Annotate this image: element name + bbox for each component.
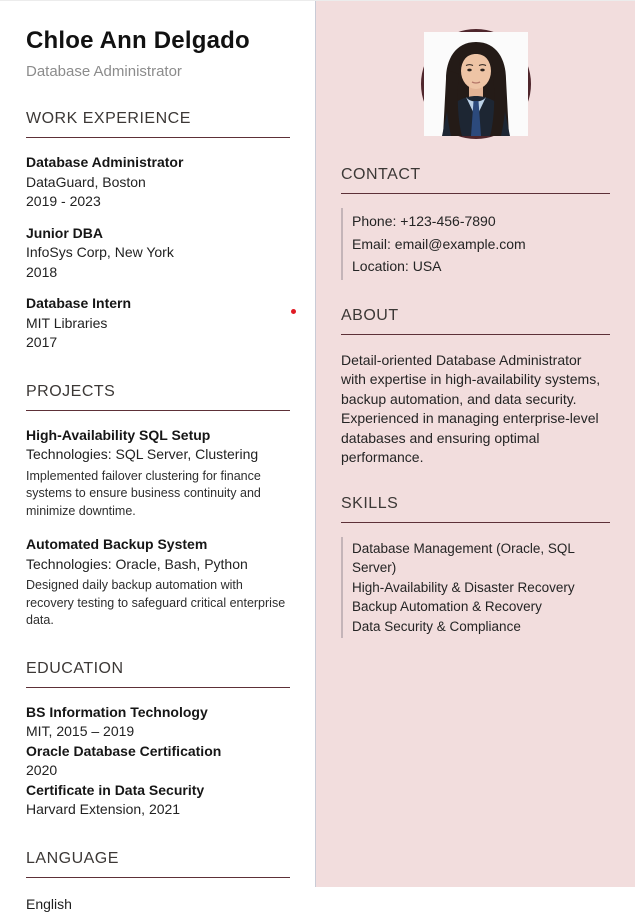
project-entry xyxy=(26,535,290,630)
education-heading: EDUCATION xyxy=(26,660,290,688)
about-heading: ABOUT xyxy=(341,307,610,335)
skills-heading: SKILLS xyxy=(341,495,610,523)
section-about xyxy=(341,307,610,468)
project-tech: Technologies: Oracle, Bash, Python xyxy=(26,555,290,575)
education-detail: Harvard Extension, 2021 xyxy=(26,800,290,820)
contact-location: Location: USA xyxy=(352,255,610,278)
projects-body xyxy=(26,426,290,630)
language-heading: LANGUAGE xyxy=(26,850,290,878)
contact-list xyxy=(341,208,610,280)
profile-photo xyxy=(421,29,531,139)
education-degree: BS Information Technology xyxy=(26,703,290,723)
section-projects xyxy=(26,383,290,630)
project-description: Designed daily backup automation with recovery testing to safeguard critical enterprise data. xyxy=(26,577,290,630)
skills-list xyxy=(341,537,610,639)
contact-heading: CONTACT xyxy=(341,166,610,194)
left-column xyxy=(0,1,316,887)
education-degree: Oracle Database Certification xyxy=(26,742,290,762)
person-job-title: Database Administrator xyxy=(26,63,290,80)
work-role: Database Intern xyxy=(26,294,290,314)
work-period: 2019 - 2023 xyxy=(26,192,290,212)
project-entry xyxy=(26,426,290,521)
work-role: Junior DBA xyxy=(26,224,290,244)
section-education xyxy=(26,660,290,820)
work-org: DataGuard, Boston xyxy=(26,173,290,193)
section-work-experience xyxy=(26,110,290,353)
project-name: Automated Backup System xyxy=(26,535,290,555)
contact-email: Email: email@example.com xyxy=(352,233,610,256)
skill-item: Data Security & Compliance xyxy=(352,617,610,637)
project-tech: Technologies: SQL Server, Clustering xyxy=(26,445,290,465)
work-period: 2018 xyxy=(26,263,290,283)
work-entry xyxy=(26,294,290,353)
education-detail: 2020 xyxy=(26,761,290,781)
language-item: English xyxy=(26,895,290,914)
work-experience-heading: WORK EXPERIENCE xyxy=(26,110,290,138)
about-text: Detail-oriented Database Administrator with expertise in high-availability systems, backup automation, and data security. Experienced in managing enterprise-level databases and ensuring optimal performance. xyxy=(341,351,610,468)
work-experience-body xyxy=(26,153,290,353)
contact-phone: Phone: +123-456-7890 xyxy=(352,210,610,233)
work-role: Database Administrator xyxy=(26,153,290,173)
section-contact xyxy=(341,166,610,280)
skill-item: High-Availability & Disaster Recovery xyxy=(352,578,610,598)
red-dot-marker xyxy=(291,309,296,314)
right-column xyxy=(316,1,635,887)
work-org: MIT Libraries xyxy=(26,314,290,334)
person-name: Chloe Ann Delgado xyxy=(26,27,290,55)
profile-photo-illustration xyxy=(424,32,528,136)
projects-heading: PROJECTS xyxy=(26,383,290,411)
project-description: Implemented failover clustering for finance systems to ensure business continuity and minimize downtime. xyxy=(26,468,290,521)
work-entry xyxy=(26,224,290,283)
skill-item: Database Management (Oracle, SQL Server) xyxy=(352,539,610,578)
section-skills xyxy=(341,495,610,639)
section-language xyxy=(26,850,290,914)
education-body xyxy=(26,703,290,820)
education-detail: MIT, 2015 – 2019 xyxy=(26,722,290,742)
work-entry xyxy=(26,153,290,212)
education-degree: Certificate in Data Security xyxy=(26,781,290,801)
project-name: High-Availability SQL Setup xyxy=(26,426,290,446)
skill-item: Backup Automation & Recovery xyxy=(352,597,610,617)
work-org: InfoSys Corp, New York xyxy=(26,243,290,263)
work-period: 2017 xyxy=(26,333,290,353)
